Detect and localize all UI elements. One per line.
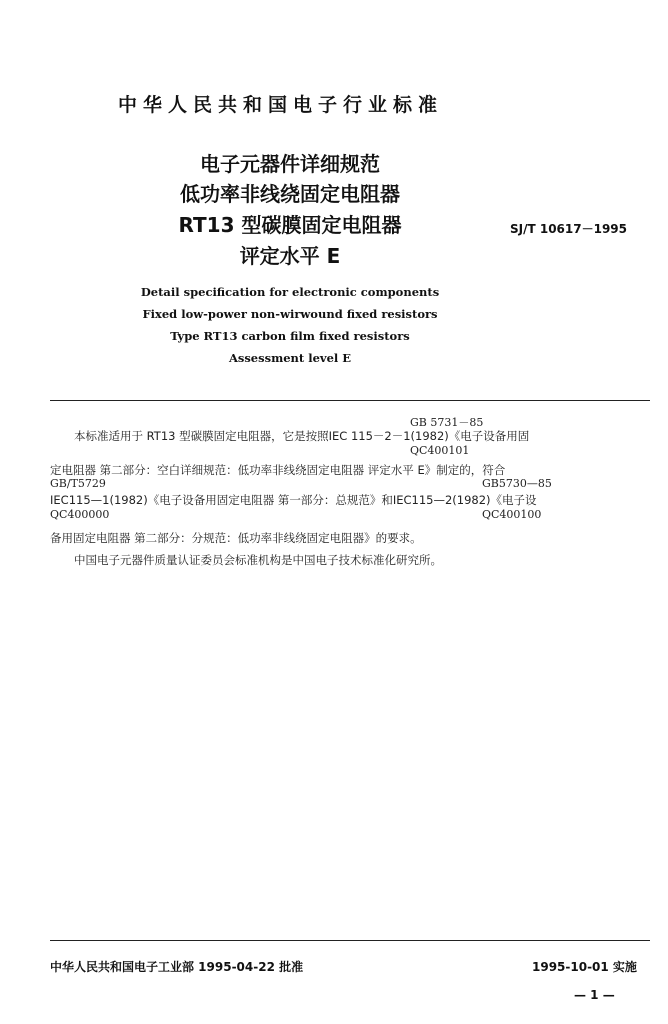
- issuing-organization: 中华人民共和国电子行业标准: [118, 94, 444, 116]
- page-number: — 1 —: [574, 988, 615, 1002]
- footer-divider: [50, 940, 650, 941]
- english-title-line-2: Fixed low-power non-wirwound fixed resistors: [142, 307, 438, 321]
- title-line-3: RT13 型碳膜固定电阻器: [178, 213, 402, 237]
- reference-gb5731: GB 5731－85: [410, 416, 484, 429]
- header-divider: [50, 400, 650, 401]
- english-title-line-1: Detail specification for electronic components: [140, 285, 440, 299]
- title-line-2: 低功率非线绕固定电阻器: [180, 182, 400, 206]
- paragraph-1-line-3: IEC115—1(1982)《电子设备用固定电阻器 第一部分：总规范》和IEC115—2(1982)《电子设: [50, 493, 537, 507]
- title-line-1: 电子元器件详细规范: [200, 152, 380, 176]
- paragraph-1-line-1: 本标准适用于 RT13 型碳膜固定电阻器，它是按照IEC 115－2－1(1982)《电子设备用固: [74, 429, 530, 443]
- standard-code: SJ/T 10617－1995: [510, 222, 628, 236]
- paragraph-1-line-2: 定电阻器 第二部分：空白详细规范：低功率非线绕固定电阻器 评定水平 E》制定的，符合: [50, 463, 506, 477]
- implementation-date: 1995-10-01 实施: [532, 960, 637, 974]
- title-line-4: 评定水平 E: [239, 244, 341, 268]
- english-title-line-4: Assessment level E: [228, 351, 352, 365]
- reference-gb5730: GB5730—85: [482, 477, 552, 490]
- reference-qc400101: QC400101: [410, 444, 470, 457]
- english-title-line-3: Type RT13 carbon film fixed resistors: [170, 329, 410, 343]
- reference-qc400100: QC400100: [482, 508, 542, 521]
- approval-note: 中华人民共和国电子工业部 1995-04-22 批准: [50, 960, 304, 974]
- reference-gbt5729: GB/T5729: [50, 477, 106, 490]
- paragraph-1-line-4: 备用固定电阻器 第二部分：分规范：低功率非线绕固定电阻器》的要求。: [50, 531, 422, 545]
- paragraph-2: 中国电子元器件质量认证委员会标准机构是中国电子技术标准化研究所。: [74, 553, 442, 567]
- reference-qc400000: QC400000: [50, 508, 110, 521]
